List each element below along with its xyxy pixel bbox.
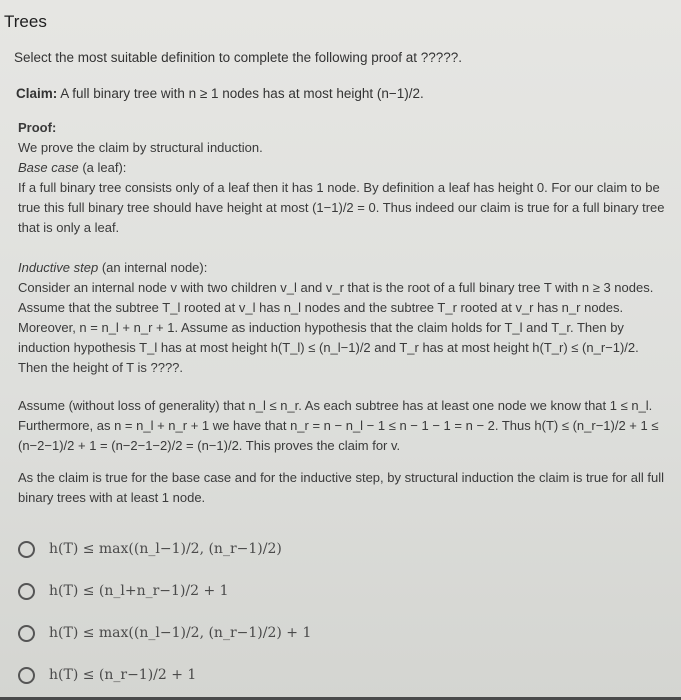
option-2[interactable] [18,570,311,612]
claim-text: A full binary tree with n ≥ 1 nodes has at most height (n−1)/2. [60,86,424,101]
radio-button-icon[interactable] [18,625,35,642]
proof-section [18,118,668,238]
conclusion-text: As the claim is true for the base case and for the inductive step, by structural induction the claim is true for all full binary trees with at least 1 node. [18,470,664,505]
inductive-suffix: (an internal node): [101,260,208,275]
claim [16,86,424,101]
proof-label: Proof: [18,120,57,135]
answer-options [18,528,311,696]
option-label: h(T) ≤ (n_r−1)/2 + 1 [49,667,197,683]
base-case-label: Base case [18,160,79,175]
option-3[interactable] [18,612,311,654]
option-label: h(T) ≤ max((n_l−1)/2, (n_r−1)/2) + 1 [49,625,312,641]
base-case-suffix: (a leaf): [82,160,127,175]
radio-button-icon[interactable] [18,583,35,600]
question-prompt: Select the most suitable definition to complete the following proof at ?????. [14,50,463,65]
option-4[interactable] [18,654,311,696]
page-title: Trees [4,12,47,31]
option-label: h(T) ≤ max((n_l−1)/2, (n_r−1)/2) [49,541,282,557]
wlog-text: Assume (without loss of generality) that n_l ≤ n_r. As each subtree has at least one node we know that 1 ≤ n_l. Furthermore, as n = n_l + n_r + 1 we have that n_r = n − n_l − 1 ≤ n − 1 − 1 = n − 2. Thus h(T) ≤ (n_r−1)/2 + 1 ≤ (n−2−1)/2 + 1 = (n−2−1−2)/2 = (n−1)/2. This proves the claim for v. [18,398,659,453]
inductive-text: Consider an internal node v with two children v_l and v_r that is the root of a full binary tree T with n ≥ 3 nodes. Assume that the subtree T_l rooted at v_l has n_l nodes and the subtree T_r rooted at v_r has n_r nodes. Moreover, n = n_l + n_r + 1. Assume as induction hypothesis that the claim holds for T_l and T_r. Then by induction hypothesis T_l has at most height h(T_l) ≤ (n_l−1)/2 and T_r has at most height h(T_r) ≤ (n_r−1)/2. Then the height of T is ????. [18,280,654,375]
inductive-label: Inductive step [18,260,99,275]
option-label: h(T) ≤ (n_l+n_r−1)/2 + 1 [49,583,229,599]
radio-button-icon[interactable] [18,667,35,684]
proof-intro: We prove the claim by structural induction. [18,140,263,155]
base-case-text: If a full binary tree consists only of a leaf then it has 1 node. By definition a leaf has height 0. For our claim to be true this full binary tree should have height at most (1−1)/2 = 0. Thus indeed our claim is true for a full binary tree that is only a leaf. [18,180,665,235]
option-1[interactable] [18,528,311,570]
wlog-section [18,396,668,456]
claim-label: Claim: [16,86,58,101]
radio-button-icon[interactable] [18,541,35,558]
conclusion-section [18,468,668,508]
inductive-section [18,258,668,378]
